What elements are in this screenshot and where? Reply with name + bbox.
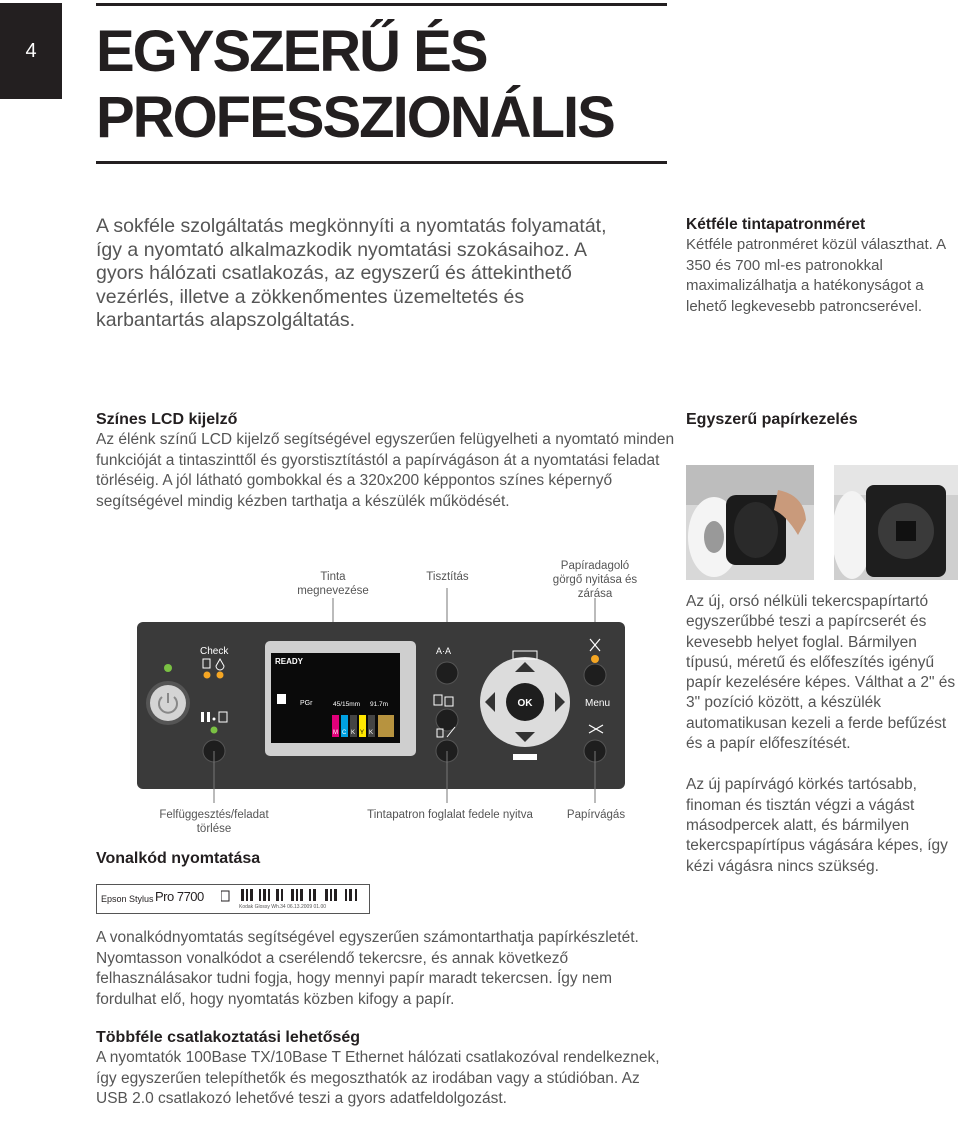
title-rule-bottom (96, 161, 667, 164)
control-panel (137, 555, 637, 840)
barcode-heading: Vonalkód nyomtatása (96, 850, 261, 867)
network-heading: Többféle csatlakoztatási lehetőség (96, 1029, 361, 1046)
lcd-ready: READY (275, 657, 304, 666)
paper-heading: Egyszerű papírkezelés (686, 411, 858, 428)
ink-letter-y: Y (360, 730, 365, 736)
page-title-line1: EGYSZERŰ ÉS (96, 19, 487, 84)
barcode-heading-wrap (96, 850, 396, 868)
intro-paragraph: A sokféle szolgáltatás megkönnyíti a nyomtatás folyamatát, így a nyomtató alkalmazkodik nyomtatási szokásaihoz. A gyors hálózati csatlakozás, az egyszerű és áttekinthető vezérlés, illetve a zökkenőmentes üzemeltetés és karbantartás alapszolgáltatás. (96, 215, 607, 331)
barcode-model: Pro 7700 (155, 889, 204, 904)
label-clean: Tisztítás (426, 571, 469, 583)
barcode-brand: Epson Stylus (101, 894, 154, 904)
roll-holder-photo (686, 465, 814, 580)
paper-text-block (686, 592, 958, 877)
title-rule-top (96, 3, 667, 6)
page-title-line2: PROFESSZIONÁLIS (96, 85, 614, 150)
lcd-section (96, 411, 676, 512)
barcode-bars (221, 889, 365, 903)
svg-text:91.7m: 91.7m (370, 701, 389, 708)
paper-text-1: Az új, orsó nélküli tekercspapírtartó egyszerűbbé teszi a papírcserét és kevesebb helyet foglal. Bármilyen típusú, méretű és előfeszítés igényű papír kezelésére képes. Válthat a 2" és 3" pozíció között, a készülék automatikusan kezeli a ferde befűzést és a papír előfeszítését. (686, 593, 956, 753)
ink-letter-m: M (333, 730, 338, 736)
check-label: Check (200, 646, 229, 657)
cartridge-section (686, 216, 956, 317)
network-section (96, 1029, 662, 1110)
svg-text:A·A: A·A (436, 646, 452, 656)
barcode-label-sample (96, 884, 370, 914)
label-roller: Papíradagoló görgő nyitása és zárása (552, 560, 638, 600)
paper-text-2: Az új papírvágó körkés tartósabb, finoman és tisztán végzi a vágást másodpercek alatt, és bármilyen tekercspapírtípus vágására képes, így kézi vágásra nincs szükség. (686, 776, 948, 875)
label-cut: Papírvágás (566, 809, 626, 821)
cartridge-text: Kétféle patronméret közül választhat. A 350 és 700 ml-es patronokkal maximalizálhatja a hatékonyságot a lehető legkevesebb patroncserével. (686, 236, 946, 315)
svg-text:45/15mm: 45/15mm (333, 701, 361, 708)
roll-adapter-photo (834, 465, 958, 580)
label-ink: Tinta megnevezése (297, 571, 369, 597)
cartridge-heading: Kétféle tintapatronméret (686, 216, 866, 233)
lcd-text: Az élénk színű LCD kijelző segítségével egyszerűen felügyelheti a nyomtató minden funkcióját a tintaszinttől és gyorstisztítástól a papírvágáson át a nyomtatási feladat törléséig. A jól látható gombokkal és a 320x200 képpontos színes képernyő segítségével mindig kézben tarthatja a készülék működését. (96, 431, 675, 510)
barcode-text: A vonalkódnyomtatás segítségével egyszerűen számontarthatja papírkészletét. Nyomtasson vonalkódot a cserélendő tekercsre, és annak következő felhasználásakor tudni fogja, hogy mennyi papír maradt tekercsen. Így nem fordulhat elő, hogy nyomtatás közben kifogy a papír. (96, 929, 639, 1008)
ink-letter-c: C (342, 730, 347, 736)
ink-letter-k2: K (369, 730, 374, 736)
ink-letter-k: K (351, 730, 356, 736)
barcode-text-wrap (96, 928, 662, 1010)
lcd-heading: Színes LCD kijelző (96, 411, 238, 428)
network-text: A nyomtatók 100Base TX/10Base T Ethernet hálózati csatlakozóval rendelkeznek, így egyszerűen telepíthetők és megoszthatók az irodában vagy a stúdióban. Az USB 2.0 csatlakozó lehetővé teszi a gyors adatfeldolgozást. (96, 1049, 660, 1107)
label-pause: Felfüggesztés/feladat törlése (159, 809, 269, 835)
ok-button-label: OK (517, 698, 533, 709)
paper-section (686, 411, 958, 429)
barcode-fine-print: Kodak Glossy Wh.34 06.13.2009 01.00 (239, 904, 327, 910)
page-number: 4 (0, 3, 62, 99)
label-cover: Tintapatron foglalat fedele nyitva (367, 809, 533, 821)
svg-text:PGr: PGr (300, 700, 313, 707)
menu-label: Menu (585, 698, 611, 709)
